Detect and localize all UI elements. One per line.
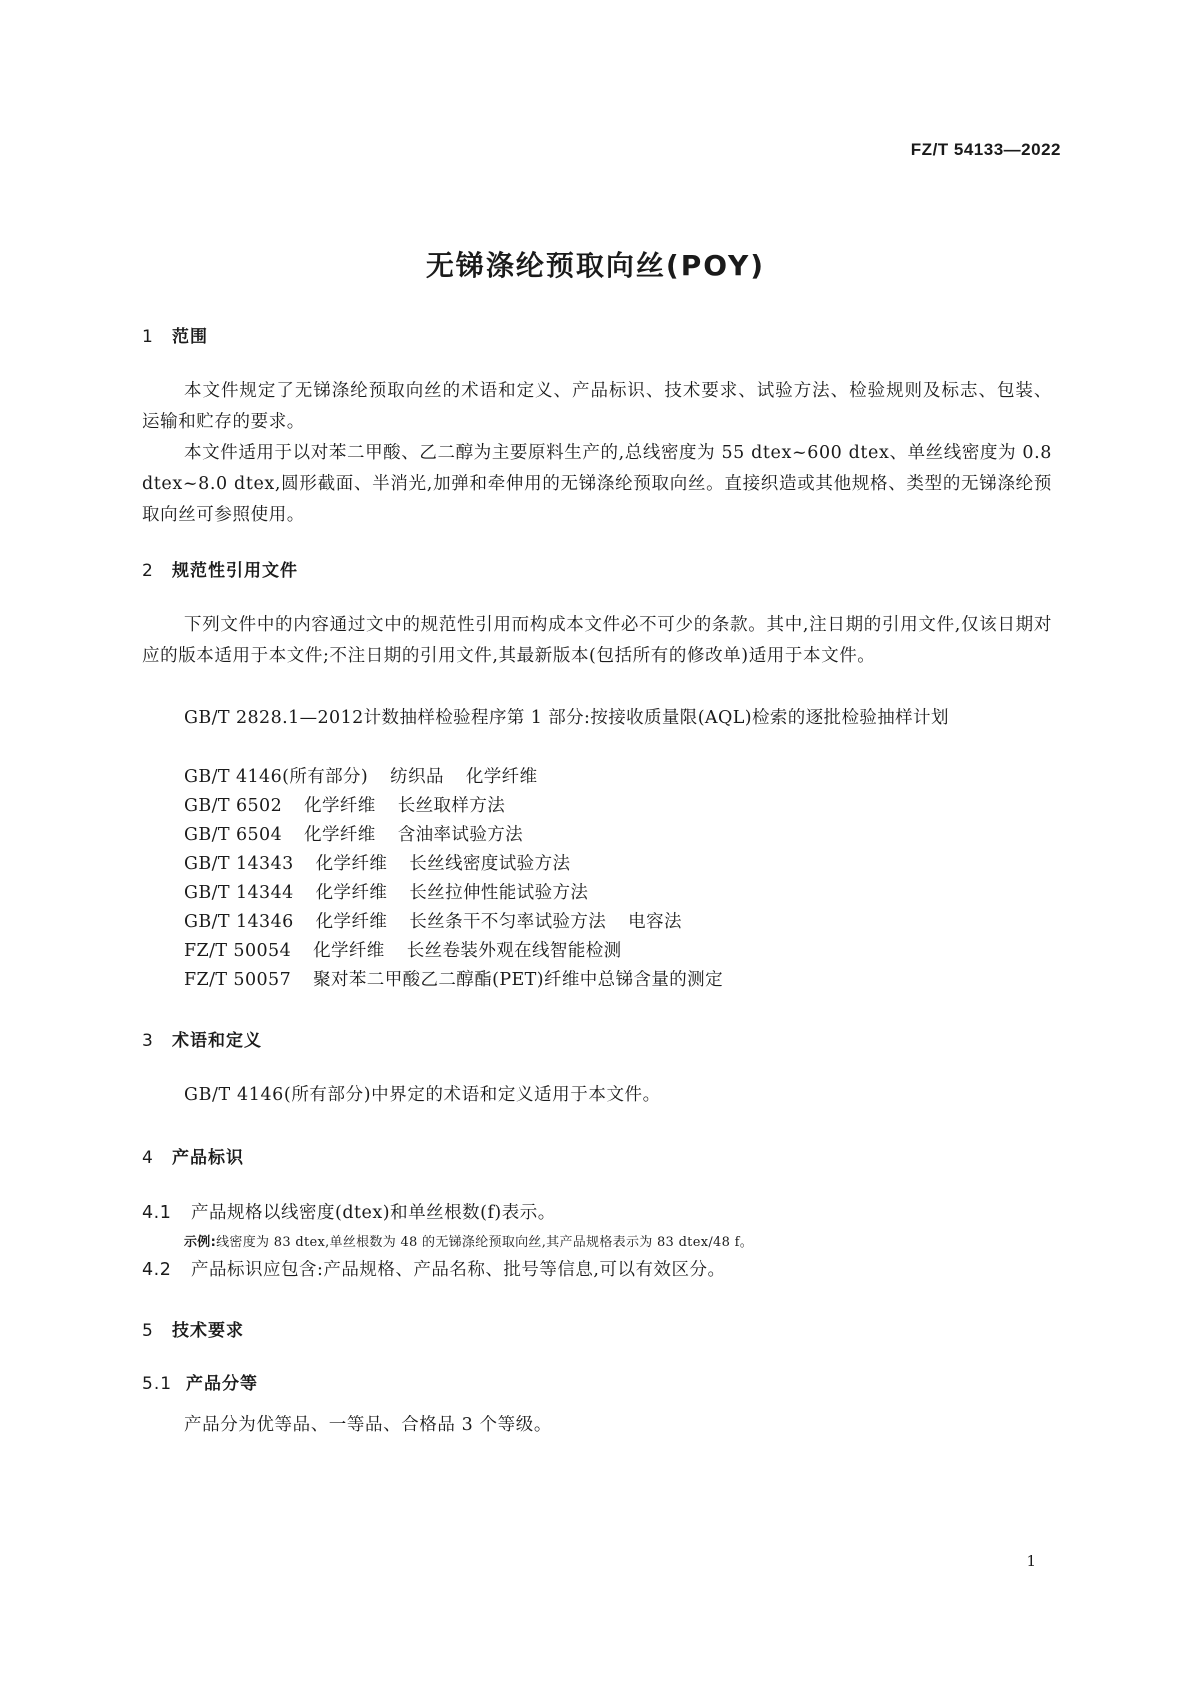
clause-number: 4.1 (142, 1203, 172, 1223)
section-number: 4 (142, 1148, 154, 1168)
page-number: 1 (1026, 1552, 1036, 1570)
reference-code: GB/T 14344 (184, 883, 294, 903)
reference-title: 化学纤维 (465, 767, 538, 787)
example-note (184, 1231, 753, 1250)
reference-code: FZ/T 50057 (184, 970, 292, 990)
reference-code: GB/T 2828.1—2012 (184, 708, 364, 728)
scope-paragraph-2: 本文件适用于以对苯二甲酸、乙二醇为主要原料生产的,总线密度为 55 dtex~600 dtex、单丝线密度为 0.8 dtex~8.0 dtex,圆形截面、半消光,加弹和牵伸用的无锑涤纶预取向丝。直接织造或其他规格、类型的无锑涤纶预取向丝可参照使用。 (142, 443, 1052, 525)
reference-title: 化学纤维 (315, 912, 388, 932)
section-heading-technical-requirements (142, 1316, 244, 1341)
example-label: 示例: (184, 1235, 217, 1250)
reference-title: 化学纤维 (304, 796, 376, 816)
terms-paragraph: GB/T 4146(所有部分)中界定的术语和定义适用于本文件。 (184, 1085, 661, 1105)
reference-entry (184, 821, 523, 846)
reference-title: 化学纤维 (304, 825, 376, 845)
reference-title: 计数抽样检验程序 (363, 708, 507, 728)
clause-text: 产品标识应包含:产品规格、产品名称、批号等信息,可以有效区分。 (191, 1260, 726, 1280)
reference-entry (184, 792, 505, 817)
reference-title: 含油率试验方法 (397, 825, 524, 845)
section-number: 3 (142, 1031, 154, 1051)
section-number: 5 (142, 1321, 154, 1341)
subsection-number: 5.1 (142, 1374, 173, 1394)
reference-title: 纺织品 (390, 767, 444, 787)
scope-paragraph-1: 本文件规定了无锑涤纶预取向丝的术语和定义、产品标识、技术要求、试验方法、检验规则及标志、包装、运输和贮存的要求。 (142, 381, 1052, 432)
section-title: 术语和定义 (172, 1031, 262, 1051)
reference-entry (184, 966, 723, 991)
reference-title: 长丝线密度试验方法 (409, 854, 571, 874)
section-title: 规范性引用文件 (172, 561, 298, 581)
reference-title: 化学纤维 (313, 941, 385, 961)
reference-code: GB/T 4146(所有部分) (184, 767, 369, 787)
reference-entry (184, 937, 622, 962)
document-title: 无锑涤纶预取向丝(POY) (425, 249, 766, 282)
section-number: 2 (142, 561, 154, 581)
section-heading-normative-references (142, 556, 298, 581)
references-intro-paragraph: 下列文件中的内容通过文中的规范性引用而构成本文件必不可少的条款。其中,注日期的引用文件,仅该日期对应的版本适用于本文件;不注日期的引用文件,其最新版本(包括所有的修改单)适用于本文件。 (142, 615, 1052, 666)
reference-entry (184, 908, 682, 933)
section-heading-scope (142, 322, 208, 347)
reference-title: 长丝条干不匀率试验方法 (409, 912, 607, 932)
clause-text: 产品规格以线密度(dtex)和单丝根数(f)表示。 (191, 1203, 556, 1223)
reference-entry (142, 703, 1052, 734)
subsection-title: 产品分等 (186, 1374, 258, 1394)
reference-entry (184, 850, 570, 875)
reference-title: 第 1 部分:按接收质量限(AQL)检索的逐批检验抽样计划 (506, 708, 949, 728)
section-number: 1 (142, 327, 154, 347)
reference-title: 聚对苯二甲酸乙二醇酯(PET)纤维中总锑含量的测定 (313, 970, 723, 990)
reference-title: 长丝拉伸性能试验方法 (409, 883, 589, 903)
reference-title: 化学纤维 (315, 854, 388, 874)
clause-number: 4.2 (142, 1260, 172, 1280)
clause-4-1 (142, 1199, 556, 1224)
reference-title: 长丝卷装外观在线智能检测 (406, 941, 622, 961)
section-heading-product-identification (142, 1143, 244, 1168)
reference-title: 化学纤维 (315, 883, 388, 903)
clause-4-2 (142, 1256, 725, 1281)
reference-entry (184, 763, 537, 788)
section-title: 范围 (172, 327, 208, 347)
subsection-heading-grading (142, 1369, 258, 1394)
reference-title: 长丝取样方法 (397, 796, 506, 816)
reference-code: GB/T 14346 (184, 912, 294, 932)
reference-code: GB/T 6502 (184, 796, 283, 816)
example-text: 线密度为 83 dtex,单丝根数为 48 的无锑涤纶预取向丝,其产品规格表示为 83 dtex/48 f。 (216, 1235, 754, 1250)
reference-title: 电容法 (628, 912, 682, 932)
reference-code: FZ/T 50054 (184, 941, 292, 961)
standard-number: FZ/T 54133—2022 (910, 140, 1061, 159)
section-heading-terms (142, 1026, 262, 1051)
grading-paragraph: 产品分为优等品、一等品、合格品 3 个等级。 (184, 1415, 552, 1435)
reference-entry (184, 879, 588, 904)
section-title: 技术要求 (172, 1321, 244, 1341)
reference-code: GB/T 14343 (184, 854, 294, 874)
section-title: 产品标识 (172, 1148, 244, 1168)
reference-code: GB/T 6504 (184, 825, 283, 845)
